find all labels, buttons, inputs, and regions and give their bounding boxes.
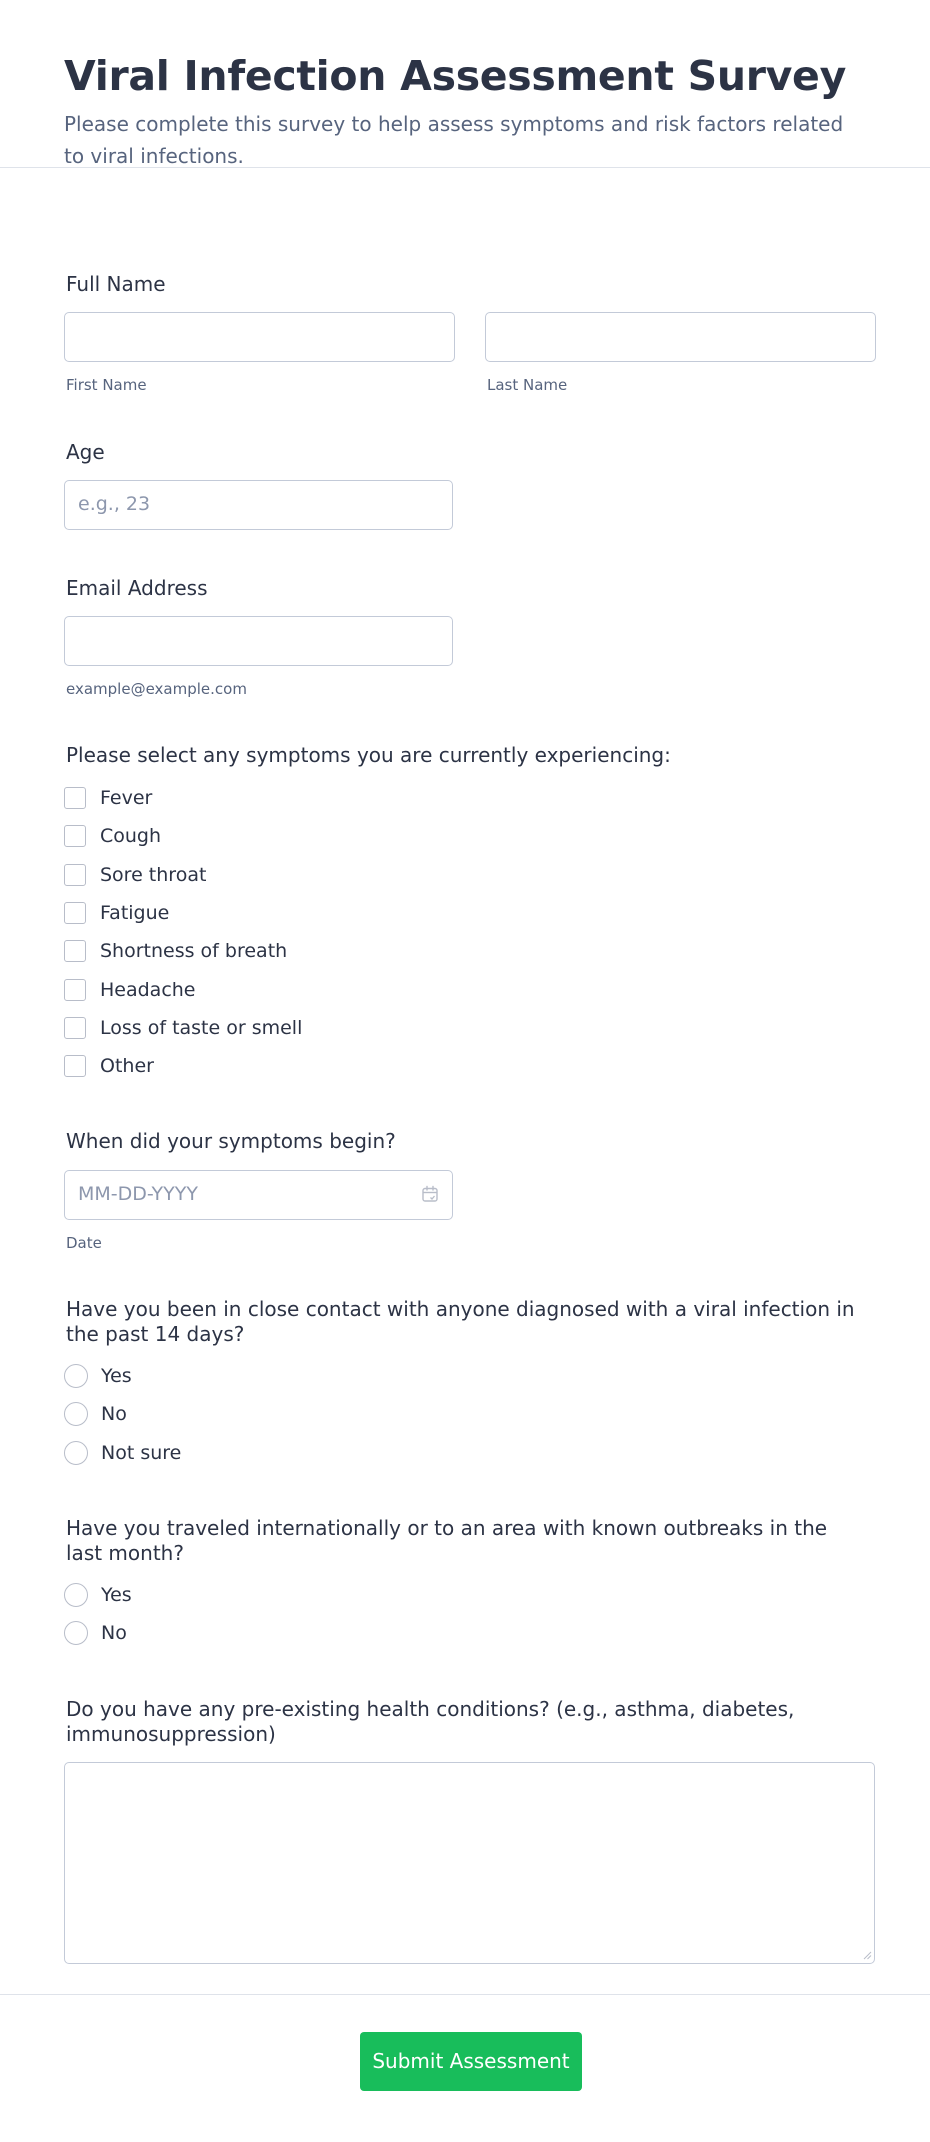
- checkbox[interactable]: [64, 1017, 86, 1039]
- radio-button[interactable]: [64, 1441, 88, 1465]
- close-contact-option-not-sure[interactable]: [64, 1440, 181, 1466]
- option-label: Not sure: [101, 1442, 182, 1464]
- symptom-start-label: When did your symptoms begin?: [66, 1129, 396, 1153]
- first-name-sublabel: First Name: [66, 376, 147, 394]
- age-label: Age: [66, 440, 105, 464]
- conditions-textarea[interactable]: [64, 1762, 875, 1964]
- symptom-option-other[interactable]: [64, 1053, 154, 1079]
- date-sublabel: Date: [66, 1234, 102, 1252]
- close-contact-label: Have you been in close contact with anyone diagnosed with a viral infection in the past 14 days?: [66, 1297, 855, 1346]
- travel-label: Have you traveled internationally or to an area with known outbreaks in the last month?: [66, 1516, 828, 1565]
- footer-divider: [0, 1994, 930, 1995]
- symptoms-label: Please select any symptoms you are currently experiencing:: [66, 743, 671, 767]
- option-label: Yes: [101, 1584, 132, 1606]
- checkbox[interactable]: [64, 1055, 86, 1077]
- calendar-icon[interactable]: [421, 1185, 439, 1203]
- travel-option-no[interactable]: [64, 1620, 127, 1646]
- radio-button[interactable]: [64, 1402, 88, 1426]
- form-header: [0, 0, 930, 168]
- symptom-option-cough[interactable]: [64, 823, 161, 849]
- date-placeholder: MM-DD-YYYY: [78, 1183, 198, 1205]
- form-subtitle: Please complete this survey to help assess symptoms and risk factors related to viral infections.: [64, 112, 844, 168]
- checkbox[interactable]: [64, 979, 86, 1001]
- option-label: Shortness of breath: [100, 940, 288, 962]
- symptom-option-headache[interactable]: [64, 977, 196, 1003]
- symptom-option-fatigue[interactable]: [64, 900, 169, 926]
- checkbox[interactable]: [64, 787, 86, 809]
- checkbox[interactable]: [64, 940, 86, 962]
- option-label: Fever: [100, 787, 153, 809]
- option-label: Cough: [100, 825, 162, 847]
- option-label: Sore throat: [100, 864, 207, 886]
- symptom-option-fever[interactable]: [64, 785, 152, 811]
- full-name-label: Full Name: [66, 272, 166, 296]
- option-label: No: [101, 1403, 127, 1425]
- option-label: Yes: [101, 1365, 132, 1387]
- form-title: Viral Infection Assessment Survey: [64, 52, 846, 100]
- radio-button[interactable]: [64, 1364, 88, 1388]
- checkbox[interactable]: [64, 902, 86, 924]
- symptom-option-sore-throat[interactable]: [64, 862, 206, 888]
- age-input[interactable]: e.g., 23: [64, 480, 453, 530]
- email-sublabel: example@example.com: [66, 680, 247, 698]
- option-label: Other: [100, 1055, 154, 1077]
- close-contact-option-yes[interactable]: [64, 1363, 132, 1389]
- close-contact-option-no[interactable]: [64, 1401, 127, 1427]
- option-label: No: [101, 1622, 127, 1644]
- last-name-input[interactable]: [485, 312, 876, 362]
- travel-option-yes[interactable]: [64, 1582, 132, 1608]
- email-label: Email Address: [66, 576, 208, 600]
- radio-button[interactable]: [64, 1621, 88, 1645]
- option-label: Headache: [100, 979, 196, 1001]
- last-name-sublabel: Last Name: [487, 376, 568, 394]
- checkbox[interactable]: [64, 825, 86, 847]
- symptom-option-loss-of-taste-or-smell[interactable]: [64, 1015, 302, 1041]
- radio-button[interactable]: [64, 1583, 88, 1607]
- option-label: Loss of taste or smell: [100, 1017, 303, 1039]
- email-input[interactable]: [64, 616, 453, 666]
- submit-button[interactable]: Submit Assessment: [360, 2032, 582, 2091]
- first-name-input[interactable]: [64, 312, 455, 362]
- checkbox[interactable]: [64, 864, 86, 886]
- resize-handle-icon[interactable]: [862, 1950, 872, 1960]
- symptom-option-shortness-of-breath[interactable]: [64, 938, 287, 964]
- date-input[interactable]: [64, 1170, 453, 1220]
- option-label: Fatigue: [100, 902, 170, 924]
- conditions-label: Do you have any pre-existing health conditions? (e.g., asthma, diabetes, immunosuppression): [66, 1697, 795, 1746]
